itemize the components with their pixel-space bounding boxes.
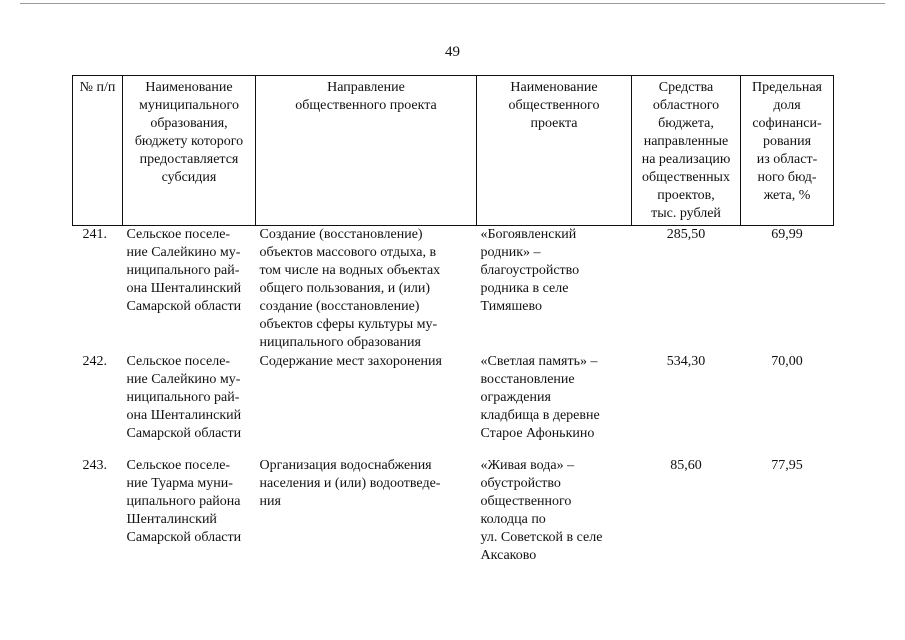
row-number: 241. [82,227,107,242]
header-line: жета, % [763,188,811,203]
cell-line: объектов сферы культуры му- [259,317,438,332]
row-number: 243. [82,458,107,473]
header-line: Наименование [145,80,233,95]
cell-line: обустройство [480,476,561,491]
funds-cell: 534,30 [666,354,706,369]
table-row [73,226,834,354]
cell-line: ние Салейкино му- [126,245,241,260]
cell-line: ния [259,494,281,509]
cell-line: общественного [480,494,572,509]
header-line: тыс. рублей [651,206,721,221]
header-line: бюджету которого [134,134,244,149]
municipality-cell [123,353,256,457]
header-line: ного бюд- [757,170,817,185]
header-cell-funds [632,76,741,226]
header-line: Направление [327,80,405,95]
cell-line: Сельское поселе- [126,227,231,242]
table-header-row [73,76,834,226]
cell-line: ниципального рай- [126,263,240,278]
header-line: субсидия [161,170,217,185]
cell-line: ципального района [126,494,241,509]
header-line: бюджета, [658,116,714,131]
table-row [73,353,834,457]
cell-line: ние Салейкино му- [126,372,241,387]
cell-line: Организация водоснабжения [259,458,432,473]
header-line: Наименование [510,80,598,95]
page-number: 49 [445,44,460,60]
cell-line: том числе на водных объектах [259,263,441,278]
header-line: на реализацию [641,152,731,167]
row-number: 242. [82,354,107,369]
municipality-cell [123,226,256,354]
cell-line: Тимяшево [480,299,543,314]
cell-line: родник» – [480,245,541,260]
cell-line: общего пользования, и (или) [259,281,430,296]
header-line: Предельная [752,80,822,95]
top-border-line [20,3,885,4]
cell-line: «Богоявленский [480,227,577,242]
header-line: Средства [658,80,714,95]
header-line: предоставляется [139,152,239,167]
header-line: общественного [508,98,600,113]
header-line: софинанси- [752,116,822,131]
cell-line: Самарской области [126,299,242,314]
cell-line: она Шенталинский [126,408,242,423]
header-line: образования, [150,116,228,131]
funds-cell: 85,60 [670,458,702,473]
cell-line: создание (восстановление) [259,299,420,314]
cell-line: ул. Советской в селе [480,530,603,545]
cell-line: родника в селе [480,281,569,296]
project-cell [477,353,632,457]
header-line: рования [762,134,812,149]
table-row [73,457,834,569]
header-line: № п/п [79,80,116,95]
share-cell: 77,95 [771,458,803,473]
header-cell-project [477,76,632,226]
cell-line: ниципального рай- [126,390,240,405]
header-cell-municipality [123,76,256,226]
cell-line: ние Туарма муни- [126,476,233,491]
header-line: доля [773,98,801,113]
cell-line: Создание (восстановление) [259,227,423,242]
cell-line: Аксаково [480,548,537,563]
cell-line: восстановление [480,372,575,387]
funds-cell: 285,50 [666,227,706,242]
cell-line: Шенталинский [126,512,217,527]
header-cell-number [73,76,123,226]
cell-line: населения и (или) водоотведе- [259,476,441,491]
header-line: проектов, [657,188,715,203]
header-cell-direction [256,76,477,226]
project-cell [477,457,632,569]
cell-line: «Светлая память» – [480,354,598,369]
share-cell: 70,00 [771,354,803,369]
cell-line: объектов массового отдыха, в [259,245,437,260]
municipality-cell [123,457,256,569]
cell-line: ограждения [480,390,551,405]
cell-line: Самарской области [126,530,242,545]
header-cell-share [741,76,834,226]
share-cell: 69,99 [771,227,803,242]
header-line: направленные [643,134,729,149]
cell-line: Сельское поселе- [126,458,231,473]
direction-cell [256,226,477,354]
cell-line: «Живая вода» – [480,458,575,473]
cell-line: кладбища в деревне [480,408,600,423]
subsidy-table [72,75,834,569]
header-line: общественных [642,170,730,185]
cell-line: Содержание мест захоронения [259,354,442,369]
cell-line: Старое Афонькино [480,426,595,441]
direction-cell [256,353,477,457]
cell-line: колодца по [480,512,546,527]
header-line: областного [652,98,720,113]
project-cell [477,226,632,354]
header-line: из област- [756,152,818,167]
header-line: общественного проекта [295,98,437,113]
cell-line: Самарской области [126,426,242,441]
cell-line: Сельское поселе- [126,354,231,369]
cell-line: она Шенталинский [126,281,242,296]
cell-line: ниципального образования [259,335,421,350]
cell-line: благоустройство [480,263,580,278]
header-line: проекта [530,116,578,131]
header-line: муниципального [139,98,239,113]
direction-cell [256,457,477,569]
